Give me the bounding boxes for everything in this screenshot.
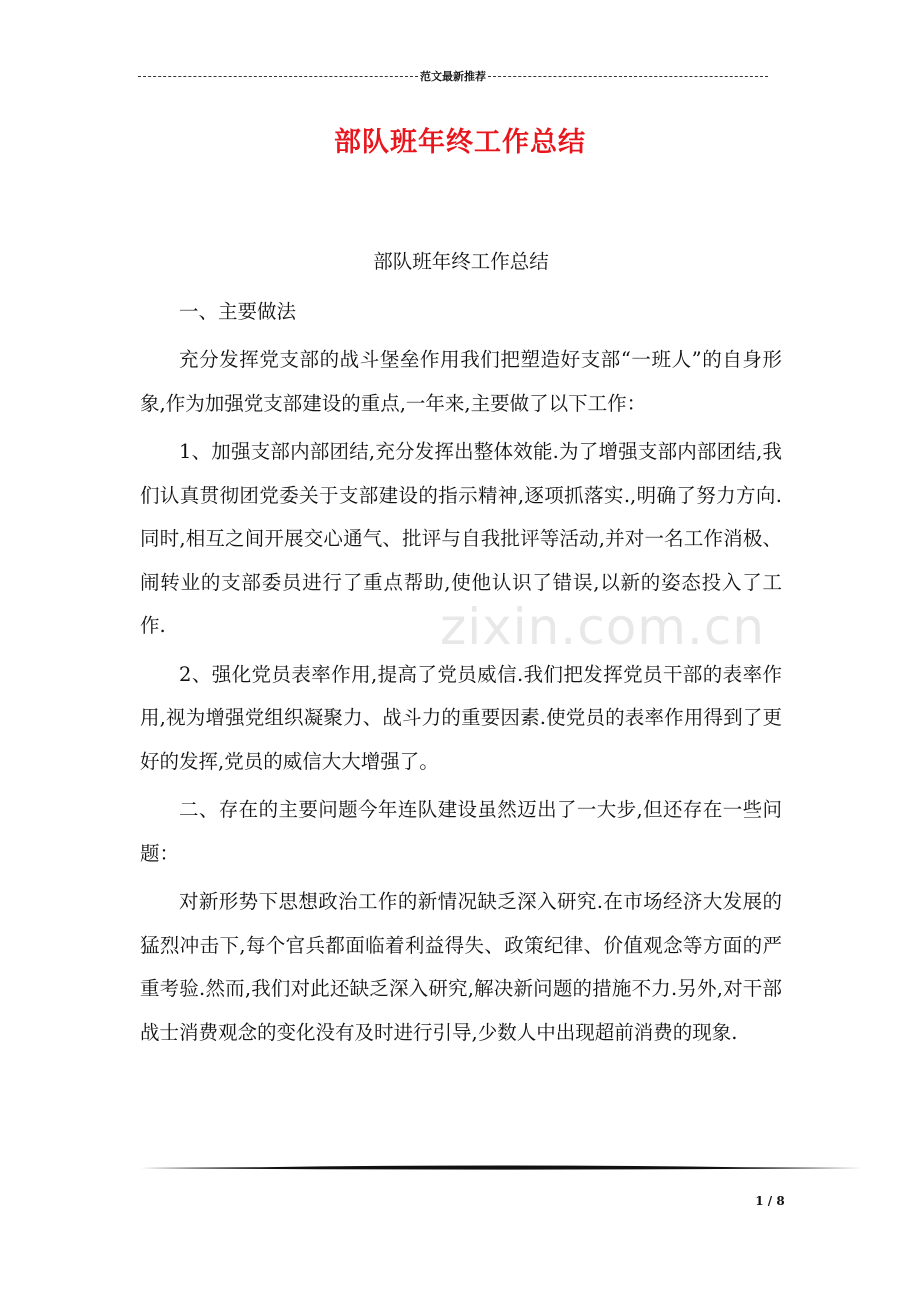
watermark-text: zixin.com.cn — [440, 598, 766, 656]
section-heading-problems: 二、存在的主要问题今年连队建设虽然迈出了一大步,但还存在一些问题： — [140, 798, 782, 865]
header-label: 范文最新推荐 — [420, 70, 486, 83]
header-dash-right — [488, 76, 768, 77]
page-number: 1 / 8 — [755, 1194, 785, 1208]
section-heading-practices: 一、主要做法 — [179, 299, 297, 323]
paragraph-party-members: 2、强化党员表率作用,提高了党员威信.我们把发挥党员干部的表率作用,视为增强党组织凝聚力、战斗力的重要因素.使党员的表率作用得到了更好的发挥,党员的威信大大增强了。 — [140, 662, 782, 773]
body-subtitle: 部队班年终工作总结 — [373, 250, 549, 273]
paragraph-new-situation: 对新形势下思想政治工作的新情况缺乏深入研究.在市场经济大发展的猛烈冲击下,每个官兵都面临着利益得失、政策纪律、价值观念等方面的严重考验.然而,我们对此还缺乏深入研究,解决新问题的措施不力.另外,对干部战士消费观念的变化没有及时进行引导,少数人中出现超前消费的现象. — [140, 890, 782, 1044]
header-dash-left — [138, 76, 418, 77]
paragraph-party-branch: 充分发挥党支部的战斗堡垒作用我们把塑造好支部“一班人”的自身形象,作为加强党支部建设的重点,一年来,主要做了以下工作： — [140, 348, 782, 415]
paragraph-unity: 1、加强支部内部团结,充分发挥出整体效能.为了增强支部内部团结,我们认真贯彻团党委关于支部建设的指示精神,逐项抓落实.,明确了努力方向.同时,相互之间开展交心通气、批评与自我批评等活动,并对一名工作消极、闹转业的支部委员进行了重点帮助,使他认识了错误,以新的姿态投入了工作. — [140, 440, 782, 637]
page-header — [138, 68, 768, 84]
document-title: 部队班年终工作总结 — [334, 127, 586, 158]
footer-divider — [140, 1163, 862, 1171]
